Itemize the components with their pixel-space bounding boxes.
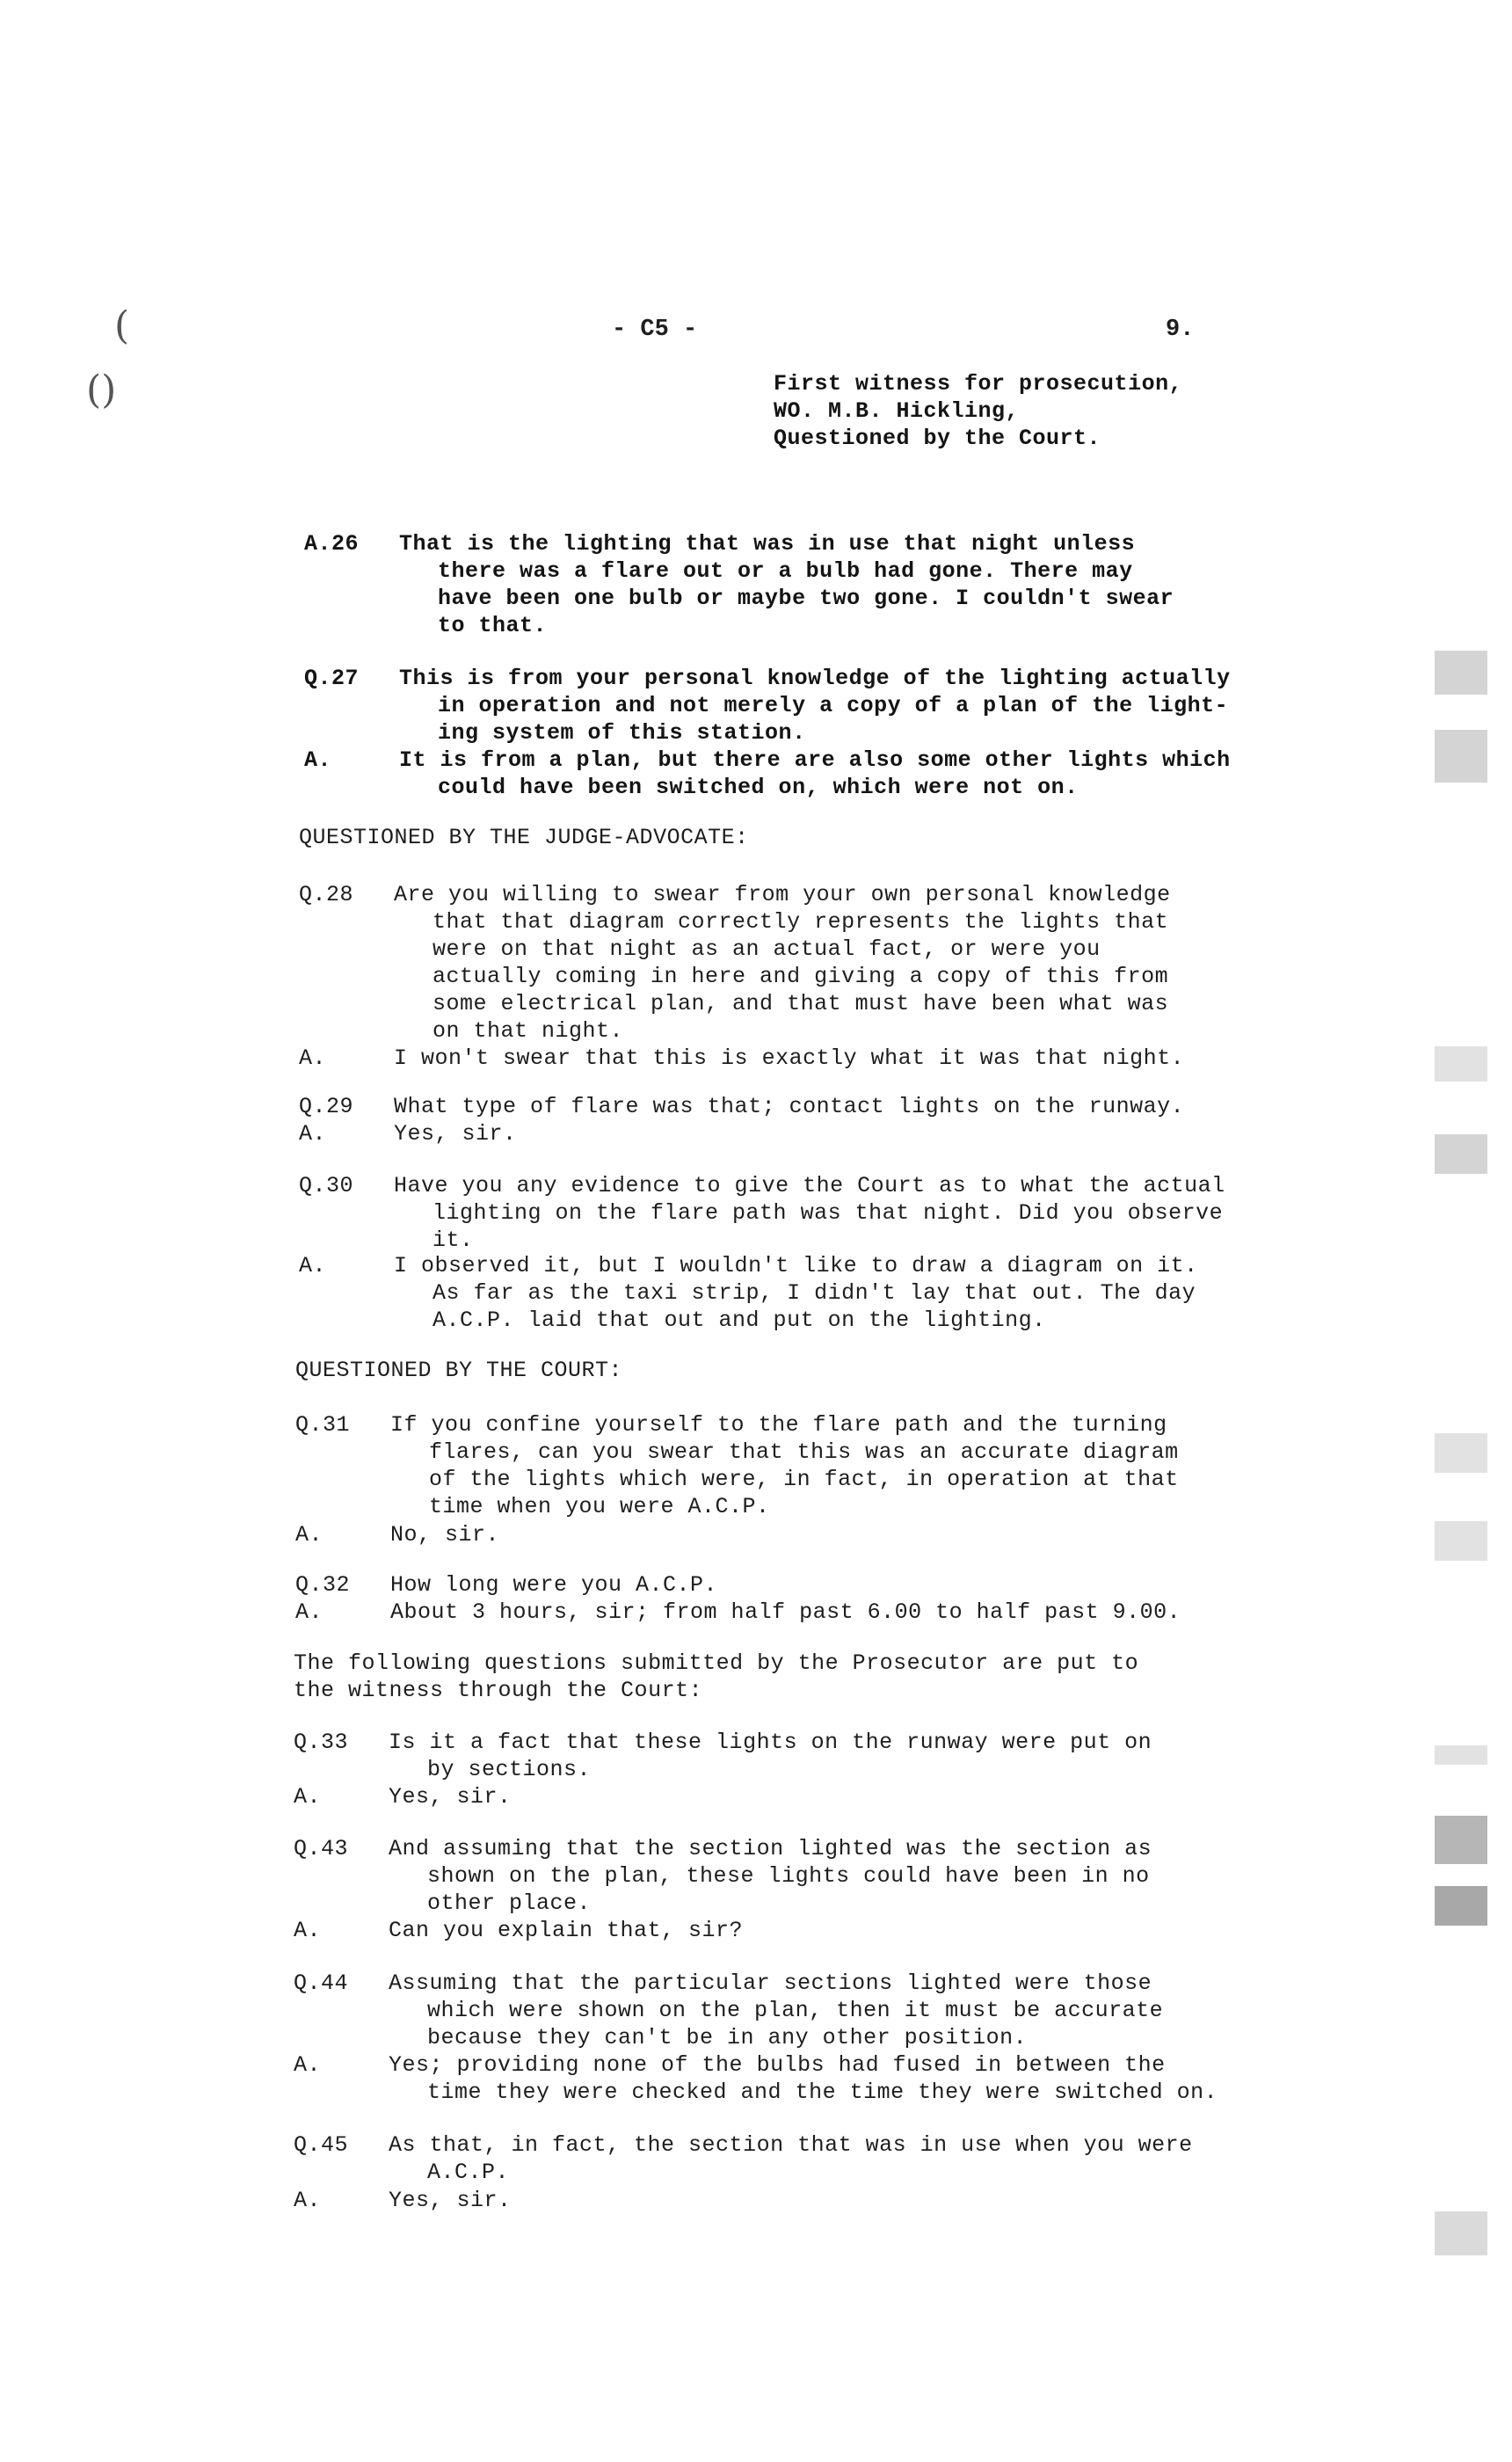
entry-line: I observed it, but I wouldn't like to draw a diagram on it. [394,1253,1198,1278]
entry-line: ing system of this station. [438,720,806,746]
entry-line: As that, in fact, the section that was in use when you were [389,2132,1193,2158]
entry-label: Q.33 [294,1730,349,1755]
entry-label: A. [299,1253,327,1278]
entry-line: to that. [438,613,548,638]
entry-text [389,1917,743,1944]
edge-smudge [1435,1134,1487,1174]
heading-line: First witness for prosecution, [774,371,1183,397]
entry-line: A.C.P. [427,2160,510,2185]
entry-line: As far as the taxi strip, I didn't lay that out. The day [433,1280,1196,1306]
entry-label: A. [304,747,332,773]
entry-text [389,1835,1152,1917]
entry-line: That is the lighting that was in use that night unless [399,531,1136,557]
entry-text [389,2051,1218,2106]
edge-smudge [1435,1816,1487,1864]
entry-line: Are you willing to swear from your own personal knowledge [394,882,1171,907]
edge-smudge [1435,730,1487,783]
entry-line: I won't swear that this is exactly what it was that night. [394,1045,1185,1071]
entry-line: shown on the plan, these lights could have been in no [427,1863,1150,1889]
entry-text [390,1571,717,1599]
margin-scribble: () [86,368,117,412]
edge-smudge [1435,1745,1487,1765]
heading-line: WO. M.B. Hickling, [774,398,1020,424]
entry-label: Q.31 [295,1412,351,1438]
entry-line: that that diagram correctly represents the lights that [433,909,1169,935]
entry-text [399,665,1231,747]
entry-text [389,2131,1193,2186]
entry-text [399,530,1174,639]
entry-label: A. [299,1045,327,1071]
entry-line: actually coming in here and giving a copy of this from [433,964,1169,989]
section-heading-judge-advocate: QUESTIONED BY THE JUDGE-ADVOCATE: [299,825,749,850]
entry-line: by sections. [427,1757,592,1782]
section-heading-court: QUESTIONED BY THE COURT: [295,1358,623,1383]
entry-line: other place. [427,1890,592,1916]
entry-text [390,1411,1179,1520]
entry-label: A. [294,2052,322,2078]
entry-line: were on that night as an actual fact, or were you [433,936,1101,962]
entry-line: flares, can you swear that this was an accurate diagram [429,1439,1179,1465]
entry-label: A. [294,1784,322,1810]
entry-line: How long were you A.C.P. [390,1572,718,1598]
entry-line: A.C.P. laid that out and put on the lighting. [433,1307,1046,1333]
entry-line: Yes, sir. [389,1784,512,1810]
heading-line: Questioned by the Court. [774,426,1101,451]
entry-text [394,1172,1225,1254]
entry-line: time they were checked and the time they were switched on. [427,2080,1218,2105]
entry-label: Q.27 [304,666,360,691]
entry-text [394,881,1171,1045]
page-index: 9. [1166,317,1195,343]
entry-label: A. [299,1121,327,1147]
entry-text [389,1729,1152,1783]
entry-line: About 3 hours, sir; from half past 6.00 to half past 9.00. [390,1599,1181,1625]
entry-line: lighting on the flare path was that night. Did you observe [433,1200,1224,1226]
entry-label: Q.29 [299,1094,354,1119]
entry-text [394,1252,1198,1334]
entry-line: This is from your personal knowledge of the lighting actually [399,666,1231,691]
witness-heading [774,370,1182,452]
edge-smudge [1435,651,1487,695]
entry-line: in operation and not merely a copy of a plan of the light- [438,693,1229,718]
entry-line: time when you were A.C.P. [429,1494,770,1519]
entry-text [394,1120,517,1147]
edge-smudge [1435,1886,1487,1926]
entry-label: Q.28 [299,882,354,907]
entry-label: Q.43 [294,1836,349,1861]
entry-line: It is from a plan, but there are also some other lights which [399,747,1231,773]
entry-line: on that night. [433,1018,624,1044]
entry-text [390,1599,1181,1626]
entry-label: A. [294,2188,322,2213]
entry-line: Can you explain that, sir? [389,1918,744,1943]
entry-text [389,1970,1163,2051]
entry-line: Have you any evidence to give the Court as to what the actual [394,1173,1225,1198]
entry-line: What type of flare was that; contact lights on the runway. [394,1094,1185,1119]
paragraph-line: the witness through the Court: [294,1678,703,1703]
entry-line: Is it a fact that these lights on the runway were put on [389,1730,1152,1755]
entry-line: of the lights which were, in fact, in operation at that [429,1467,1179,1492]
entry-label: A. [295,1522,323,1548]
entry-label: A. [295,1599,323,1625]
edge-smudge [1435,1521,1487,1561]
entry-text [394,1093,1184,1120]
entry-line: could have been switched on, which were not on. [438,775,1079,800]
entry-text [390,1521,499,1548]
entry-line: it. [433,1227,474,1253]
entry-label: A. [294,1918,322,1943]
entry-label: Q.44 [294,1970,349,1996]
entry-text [394,1045,1184,1072]
entry-line: And assuming that the section lighted was the section as [389,1836,1152,1861]
entry-line: Yes; providing none of the bulbs had fused in between the [389,2052,1166,2078]
entry-line: some electrical plan, and that must have been what was [433,991,1169,1016]
entry-text [389,2187,512,2214]
edge-smudge [1435,1433,1487,1473]
entry-label: Q.32 [295,1572,351,1598]
paragraph-line: The following questions submitted by the Prosecutor are put to [294,1650,1139,1676]
entry-text [399,747,1231,801]
entry-line: If you confine yourself to the flare path and the turning [390,1412,1167,1438]
entry-line: No, sir. [390,1522,500,1548]
entry-text [389,1783,512,1810]
entry-line: because they can't be in any other position. [427,2025,1028,2050]
entry-label: Q.30 [299,1173,354,1198]
page-number: - C5 - [612,317,698,343]
edge-smudge [1435,1046,1487,1082]
entry-line: there was a flare out or a bulb had gone. There may [438,558,1133,584]
entry-line: Yes, sir. [389,2188,512,2213]
entry-label: A.26 [304,531,360,557]
prosecutor-note [294,1650,1138,1704]
entry-line: Yes, sir. [394,1121,517,1147]
entry-line: Assuming that the particular sections lighted were those [389,1970,1152,1996]
entry-line: have been one bulb or maybe two gone. I couldn't swear [438,586,1174,611]
margin-scribble: ( [114,303,130,348]
edge-smudge [1435,2211,1487,2255]
entry-line: which were shown on the plan, then it must be accurate [427,1998,1164,2023]
entry-label: Q.45 [294,2132,349,2158]
